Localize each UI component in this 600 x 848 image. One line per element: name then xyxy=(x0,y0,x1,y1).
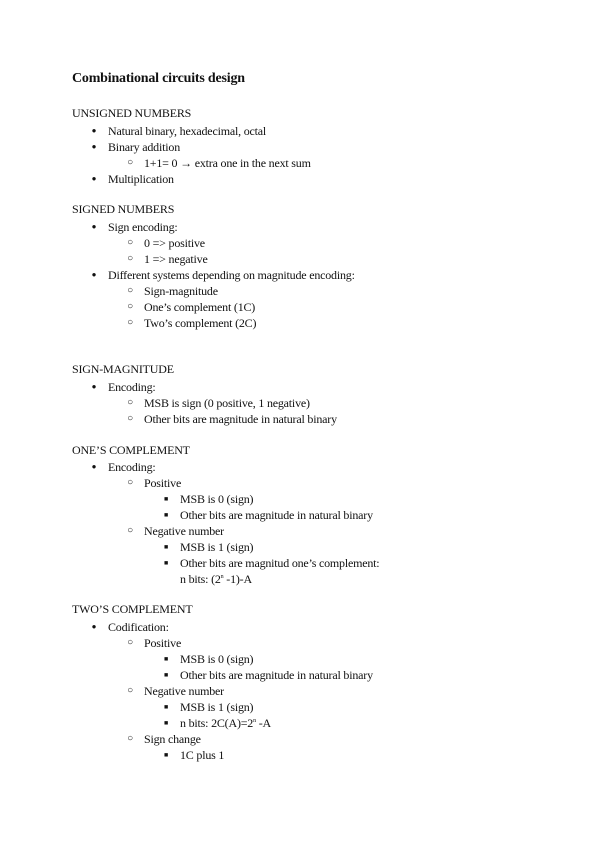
bullet-circle-icon xyxy=(123,731,137,747)
bullet-square-icon xyxy=(159,699,173,715)
document-title: Combinational circuits design xyxy=(72,71,245,86)
list-item: ■ n bits: $2C(A)=2^n$ -A xyxy=(72,715,373,731)
list-item: ■ 1C plus 1 xyxy=(72,747,373,763)
signed-list xyxy=(72,219,355,331)
bullet-disc-icon xyxy=(87,171,101,187)
list-item: ○ Positive xyxy=(72,475,379,491)
list-item: ○ Other bits are magnitude in natural binary xyxy=(72,411,337,427)
bullet-circle-icon xyxy=(123,251,137,267)
bullet-disc-icon xyxy=(87,139,101,155)
bullet-disc-icon xyxy=(87,123,101,139)
section-heading-sign-magnitude: SIGN-MAGNITUDE xyxy=(72,362,174,376)
bullet-square-icon xyxy=(159,651,173,667)
list-item: ○ MSB is sign (0 positive, 1 negative) xyxy=(72,395,337,411)
list-item: ○ Negative number xyxy=(72,523,379,539)
bullet-circle-icon xyxy=(123,475,137,491)
bullet-disc-icon xyxy=(87,459,101,475)
sign-magnitude-list xyxy=(72,379,337,427)
list-item: ● Encoding: xyxy=(72,459,379,475)
list-item: ● Multiplication xyxy=(72,171,311,187)
bullet-disc-icon xyxy=(87,219,101,235)
list-item: ○ 0 => positive xyxy=(72,235,355,251)
list-item: ■ Other bits are magnitude in natural binary xyxy=(72,507,379,523)
list-item: ○ Sign change xyxy=(72,731,373,747)
bullet-square-icon xyxy=(159,715,173,731)
bullet-circle-icon xyxy=(123,283,137,299)
bullet-circle-icon xyxy=(123,683,137,699)
list-item: ● Sign encoding: xyxy=(72,219,355,235)
bullet-circle-icon xyxy=(123,299,137,315)
list-item: ■ MSB is 1 (sign) xyxy=(72,699,373,715)
section-heading-unsigned: UNSIGNED NUMBERS xyxy=(72,106,192,120)
list-item: ○ 1 => negative xyxy=(72,251,355,267)
bullet-square-icon xyxy=(159,555,173,571)
list-item: ■ Other bits are magnitude in natural binary xyxy=(72,667,373,683)
list-item: ■ MSB is 0 (sign) xyxy=(72,491,379,507)
bullet-circle-icon xyxy=(123,235,137,251)
list-item: ○ Sign-magnitude xyxy=(72,283,355,299)
list-item: ● Natural binary, hexadecimal, octal xyxy=(72,123,311,139)
list-item: ■ Other bits are magnitud one’s complement: n bits: (2$^n$ -1)-A xyxy=(72,555,379,587)
list-item: ○ 1+1= 0 → extra one in the next sum xyxy=(72,155,311,171)
bullet-circle-icon xyxy=(123,523,137,539)
list-item: ■ MSB is 0 (sign) xyxy=(72,651,373,667)
list-item: ○ One’s complement (1C) xyxy=(72,299,355,315)
formula-line: n bits: (2$^n$ -1)-A xyxy=(180,572,252,586)
list-item: ○ Two’s complement (2C) xyxy=(72,315,355,331)
ones-complement-list xyxy=(72,459,379,587)
list-item: ● Codification: xyxy=(72,619,373,635)
list-item: ● Different systems depending on magnitude encoding: xyxy=(72,267,355,283)
bullet-circle-icon xyxy=(123,395,137,411)
bullet-circle-icon xyxy=(123,315,137,331)
bullet-circle-icon xyxy=(123,155,137,171)
bullet-disc-icon xyxy=(87,267,101,283)
list-item: ○ Positive xyxy=(72,635,373,651)
list-item: ● Encoding: xyxy=(72,379,337,395)
twos-complement-list xyxy=(72,619,373,763)
bullet-square-icon xyxy=(159,747,173,763)
bullet-disc-icon xyxy=(87,379,101,395)
list-item: ● Binary addition xyxy=(72,139,311,155)
bullet-circle-icon xyxy=(123,635,137,651)
bullet-square-icon xyxy=(159,667,173,683)
section-heading-twos-complement: TWO’S COMPLEMENT xyxy=(72,602,193,616)
bullet-circle-icon xyxy=(123,411,137,427)
bullet-square-icon xyxy=(159,491,173,507)
list-item: ■ MSB is 1 (sign) xyxy=(72,539,379,555)
bullet-square-icon xyxy=(159,539,173,555)
list-item: ○ Negative number xyxy=(72,683,373,699)
section-heading-signed: SIGNED NUMBERS xyxy=(72,202,175,216)
bullet-square-icon xyxy=(159,507,173,523)
unsigned-list xyxy=(72,123,311,187)
bullet-disc-icon xyxy=(87,619,101,635)
section-heading-ones-complement: ONE’S COMPLEMENT xyxy=(72,443,190,457)
